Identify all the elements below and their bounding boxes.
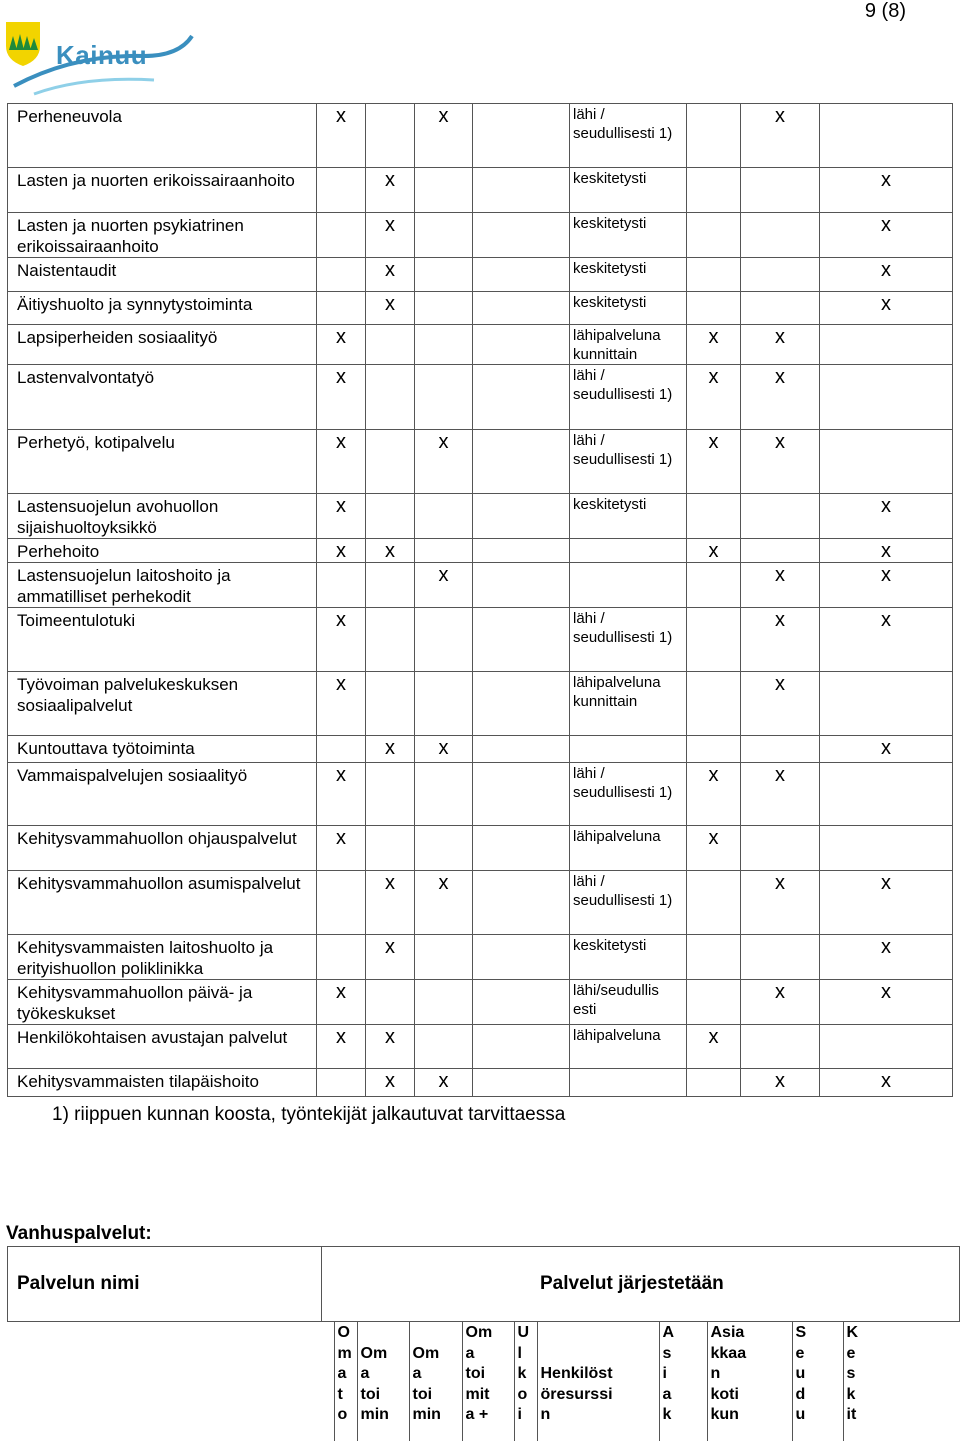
mark-cell xyxy=(415,325,473,365)
mark-cell: x xyxy=(820,213,953,258)
mark-cell: x xyxy=(317,494,366,539)
mark-cell xyxy=(820,1025,953,1069)
service-name: Äitiyshuolto ja synnytystoiminta xyxy=(8,292,317,325)
mark-cell: x xyxy=(687,763,741,826)
table-row xyxy=(8,213,953,258)
organization-method: keskitetysti xyxy=(570,935,687,980)
mark-cell xyxy=(741,292,820,325)
mark-cell: x xyxy=(366,168,415,213)
mark-cell xyxy=(820,104,953,168)
mark-cell: x xyxy=(366,292,415,325)
mark-cell: x xyxy=(741,871,820,935)
service-name: Kehitysvammahuollon asumispalvelut xyxy=(8,871,317,935)
mark-cell: x xyxy=(820,935,953,980)
mark-cell xyxy=(317,1069,366,1097)
organization-method xyxy=(570,1069,687,1097)
mark-cell xyxy=(741,539,820,563)
mark-cell xyxy=(473,672,570,736)
mark-cell xyxy=(415,935,473,980)
service-name: Lasten ja nuorten psykiatrinen erikoissairaanhoito xyxy=(8,213,317,258)
mark-cell xyxy=(366,430,415,494)
table-row xyxy=(8,325,953,365)
mark-cell xyxy=(366,608,415,672)
mark-cell xyxy=(366,672,415,736)
mark-cell xyxy=(741,213,820,258)
mark-cell: x xyxy=(741,430,820,494)
services-table xyxy=(7,103,953,1097)
mark-cell xyxy=(473,935,570,980)
mark-cell xyxy=(366,325,415,365)
vanhus-subheader: Om a toi min xyxy=(357,1321,409,1441)
vanhus-subheader: Asia kkaa n koti kun xyxy=(707,1321,792,1441)
mark-cell xyxy=(473,980,570,1025)
mark-cell xyxy=(820,826,953,871)
vanhus-subheader: U l k o i xyxy=(514,1321,537,1441)
footnote: 1) riippuen kunnan koosta, työntekijät jalkautuvat tarvittaessa xyxy=(52,1104,566,1125)
mark-cell xyxy=(741,826,820,871)
mark-cell xyxy=(317,292,366,325)
mark-cell xyxy=(473,168,570,213)
mark-cell xyxy=(687,258,741,292)
mark-cell: x xyxy=(820,1069,953,1097)
mark-cell: x xyxy=(366,213,415,258)
mark-cell xyxy=(366,104,415,168)
mark-cell xyxy=(366,763,415,826)
mark-cell xyxy=(366,826,415,871)
table-row xyxy=(8,430,953,494)
mark-cell xyxy=(687,563,741,608)
mark-cell: x xyxy=(317,104,366,168)
mark-cell: x xyxy=(820,980,953,1025)
mark-cell xyxy=(415,826,473,871)
organization-method: lähi / seudullisesti 1) xyxy=(570,763,687,826)
mark-cell xyxy=(473,608,570,672)
mark-cell: x xyxy=(687,1025,741,1069)
service-name: Lapsiperheiden sosiaalityö xyxy=(8,325,317,365)
mark-cell xyxy=(473,1025,570,1069)
service-name: Naistentaudit xyxy=(8,258,317,292)
service-name: Lastenvalvontatyö xyxy=(8,365,317,430)
mark-cell: x xyxy=(687,539,741,563)
organization-method: lähi/seudullis esti xyxy=(570,980,687,1025)
mark-cell xyxy=(415,672,473,736)
mark-cell xyxy=(473,494,570,539)
mark-cell xyxy=(687,980,741,1025)
organization-method: lähi / seudullisesti 1) xyxy=(570,104,687,168)
mark-cell: x xyxy=(820,258,953,292)
logo-text: Kainuu xyxy=(56,40,148,70)
mark-cell xyxy=(366,563,415,608)
mark-cell xyxy=(687,213,741,258)
mark-cell xyxy=(741,1025,820,1069)
mark-cell xyxy=(473,763,570,826)
table-row xyxy=(8,539,953,563)
mark-cell xyxy=(687,104,741,168)
mark-cell xyxy=(415,494,473,539)
vanhus-name-cell xyxy=(7,1321,334,1441)
mark-cell: x xyxy=(687,325,741,365)
table-row xyxy=(8,672,953,736)
mark-cell: x xyxy=(317,608,366,672)
organization-method: lähipalveluna kunnittain xyxy=(570,672,687,736)
mark-cell xyxy=(473,1069,570,1097)
mark-cell xyxy=(473,539,570,563)
service-name: Kehitysvammahuollon ohjauspalvelut xyxy=(8,826,317,871)
mark-cell: x xyxy=(415,104,473,168)
table-row xyxy=(8,736,953,763)
table-row xyxy=(8,763,953,826)
mark-cell: x xyxy=(415,1069,473,1097)
mark-cell: x xyxy=(317,1025,366,1069)
mark-cell xyxy=(366,980,415,1025)
mark-cell xyxy=(687,871,741,935)
mark-cell xyxy=(415,213,473,258)
mark-cell xyxy=(473,365,570,430)
mark-cell xyxy=(473,871,570,935)
mark-cell xyxy=(473,292,570,325)
mark-cell: x xyxy=(820,871,953,935)
service-name: Lastensuojelun laitoshoito ja ammatilliset perhekodit xyxy=(8,563,317,608)
mark-cell xyxy=(415,980,473,1025)
mark-cell xyxy=(366,494,415,539)
organization-method: keskitetysti xyxy=(570,292,687,325)
mark-cell xyxy=(741,494,820,539)
mark-cell: x xyxy=(741,980,820,1025)
mark-cell: x xyxy=(820,539,953,563)
mark-cell xyxy=(687,494,741,539)
table-row xyxy=(8,1025,953,1069)
mark-cell: x xyxy=(687,826,741,871)
mark-cell: x xyxy=(366,935,415,980)
table-row xyxy=(8,608,953,672)
table-row xyxy=(8,1069,953,1097)
table-row xyxy=(8,168,953,213)
mark-cell: x xyxy=(741,1069,820,1097)
mark-cell xyxy=(473,104,570,168)
mark-cell: x xyxy=(317,826,366,871)
mark-cell: x xyxy=(687,430,741,494)
organization-method xyxy=(570,736,687,763)
mark-cell xyxy=(415,608,473,672)
table-row xyxy=(8,292,953,325)
mark-cell: x xyxy=(317,980,366,1025)
mark-cell: x xyxy=(415,736,473,763)
organization-method: lähi / seudullisesti 1) xyxy=(570,608,687,672)
mark-cell xyxy=(415,292,473,325)
mark-cell xyxy=(317,935,366,980)
mark-cell xyxy=(366,365,415,430)
mark-cell xyxy=(820,430,953,494)
organization-method: keskitetysti xyxy=(570,168,687,213)
column-header-organized: Palvelut järjestetään xyxy=(322,1247,960,1322)
mark-cell: x xyxy=(317,365,366,430)
mark-cell xyxy=(687,168,741,213)
organization-method xyxy=(570,539,687,563)
mark-cell: x xyxy=(820,494,953,539)
vanhus-subheader: K e s k it xyxy=(843,1321,897,1441)
mark-cell xyxy=(741,168,820,213)
mark-cell xyxy=(473,563,570,608)
vanhus-subheader: S e u d u xyxy=(792,1321,843,1441)
service-name: Perhetyö, kotipalvelu xyxy=(8,430,317,494)
mark-cell xyxy=(741,258,820,292)
mark-cell xyxy=(415,365,473,430)
mark-cell xyxy=(473,736,570,763)
service-name: Henkilökohtaisen avustajan palvelut xyxy=(8,1025,317,1069)
service-name: Kuntouttava työtoiminta xyxy=(8,736,317,763)
mark-cell: x xyxy=(820,292,953,325)
mark-cell: x xyxy=(415,430,473,494)
mark-cell xyxy=(415,168,473,213)
organization-method: lähipalveluna xyxy=(570,1025,687,1069)
mark-cell xyxy=(473,826,570,871)
mark-cell xyxy=(415,1025,473,1069)
table-row xyxy=(8,935,953,980)
mark-cell: x xyxy=(366,871,415,935)
mark-cell xyxy=(317,258,366,292)
mark-cell: x xyxy=(741,672,820,736)
mark-cell xyxy=(687,736,741,763)
service-name: Kehitysvammaisten tilapäishoito xyxy=(8,1069,317,1097)
mark-cell xyxy=(415,763,473,826)
mark-cell xyxy=(687,608,741,672)
mark-cell xyxy=(473,213,570,258)
mark-cell: x xyxy=(741,104,820,168)
organization-method: lähi / seudullisesti 1) xyxy=(570,430,687,494)
organization-method: keskitetysti xyxy=(570,494,687,539)
column-header-service-name: Palvelun nimi xyxy=(8,1247,322,1322)
mark-cell xyxy=(741,935,820,980)
mark-cell xyxy=(415,258,473,292)
vanhus-subheader: Om a toi min xyxy=(409,1321,462,1441)
mark-cell: x xyxy=(415,871,473,935)
mark-cell: x xyxy=(820,168,953,213)
service-name: Lastensuojelun avohuollon sijaishuoltoyksikkö xyxy=(8,494,317,539)
mark-cell: x xyxy=(820,608,953,672)
mark-cell xyxy=(317,736,366,763)
organization-method xyxy=(570,563,687,608)
service-name: Perhehoito xyxy=(8,539,317,563)
mark-cell xyxy=(317,168,366,213)
organization-method: lähi / seudullisesti 1) xyxy=(570,365,687,430)
table-row xyxy=(8,871,953,935)
organization-method: keskitetysti xyxy=(570,213,687,258)
organization-method: lähipalveluna xyxy=(570,826,687,871)
mark-cell: x xyxy=(366,258,415,292)
vanhus-subheader: O m a t o xyxy=(334,1321,357,1441)
mark-cell xyxy=(741,736,820,763)
table-row xyxy=(8,563,953,608)
section-title-vanhuspalvelut: Vanhuspalvelut: xyxy=(6,1223,152,1244)
mark-cell: x xyxy=(741,563,820,608)
mark-cell xyxy=(317,563,366,608)
vanhus-subheader: Henkilöst öresurssi n xyxy=(537,1321,659,1441)
mark-cell: x xyxy=(820,736,953,763)
mark-cell: x xyxy=(741,763,820,826)
mark-cell: x xyxy=(366,736,415,763)
mark-cell: x xyxy=(366,539,415,563)
mark-cell xyxy=(687,1069,741,1097)
table-row xyxy=(8,826,953,871)
mark-cell xyxy=(317,871,366,935)
table-row xyxy=(8,104,953,168)
mark-cell: x xyxy=(366,1025,415,1069)
mark-cell: x xyxy=(317,763,366,826)
mark-cell xyxy=(687,292,741,325)
table-row xyxy=(8,980,953,1025)
mark-cell xyxy=(687,672,741,736)
service-name: Perheneuvola xyxy=(8,104,317,168)
service-name: Vammaispalvelujen sosiaalityö xyxy=(8,763,317,826)
vanhus-subheader-table xyxy=(7,1321,897,1441)
mark-cell xyxy=(473,430,570,494)
service-name: Työvoiman palvelukeskuksen sosiaalipalvelut xyxy=(8,672,317,736)
mark-cell xyxy=(820,325,953,365)
table-row xyxy=(8,258,953,292)
mark-cell: x xyxy=(820,563,953,608)
mark-cell: x xyxy=(687,365,741,430)
mark-cell xyxy=(415,539,473,563)
organization-method: lähipalveluna kunnittain xyxy=(570,325,687,365)
mark-cell: x xyxy=(317,430,366,494)
table-row xyxy=(8,365,953,430)
mark-cell xyxy=(820,672,953,736)
service-name: Kehitysvammaisten laitoshuolto ja erityishuollon poliklinikka xyxy=(8,935,317,980)
page-number: 9 (8) xyxy=(864,0,906,22)
vanhus-header-table xyxy=(7,1246,960,1322)
mark-cell xyxy=(473,325,570,365)
table-row xyxy=(8,494,953,539)
mark-cell xyxy=(687,935,741,980)
vanhus-subheader: Om a toi mit a + xyxy=(462,1321,514,1441)
organization-method: lähi / seudullisesti 1) xyxy=(570,871,687,935)
mark-cell: x xyxy=(741,365,820,430)
mark-cell: x xyxy=(415,563,473,608)
mark-cell xyxy=(317,213,366,258)
service-name: Kehitysvammahuollon päivä- ja työkeskukset xyxy=(8,980,317,1025)
mark-cell xyxy=(820,763,953,826)
service-name: Lasten ja nuorten erikoissairaanhoito xyxy=(8,168,317,213)
mark-cell: x xyxy=(741,608,820,672)
mark-cell: x xyxy=(317,539,366,563)
organization-method: keskitetysti xyxy=(570,258,687,292)
service-name: Toimeentulotuki xyxy=(8,608,317,672)
mark-cell: x xyxy=(317,672,366,736)
mark-cell: x xyxy=(366,1069,415,1097)
mark-cell xyxy=(473,258,570,292)
mark-cell: x xyxy=(741,325,820,365)
mark-cell: x xyxy=(317,325,366,365)
mark-cell xyxy=(820,365,953,430)
vanhus-subheader: A s i a k xyxy=(659,1321,707,1441)
